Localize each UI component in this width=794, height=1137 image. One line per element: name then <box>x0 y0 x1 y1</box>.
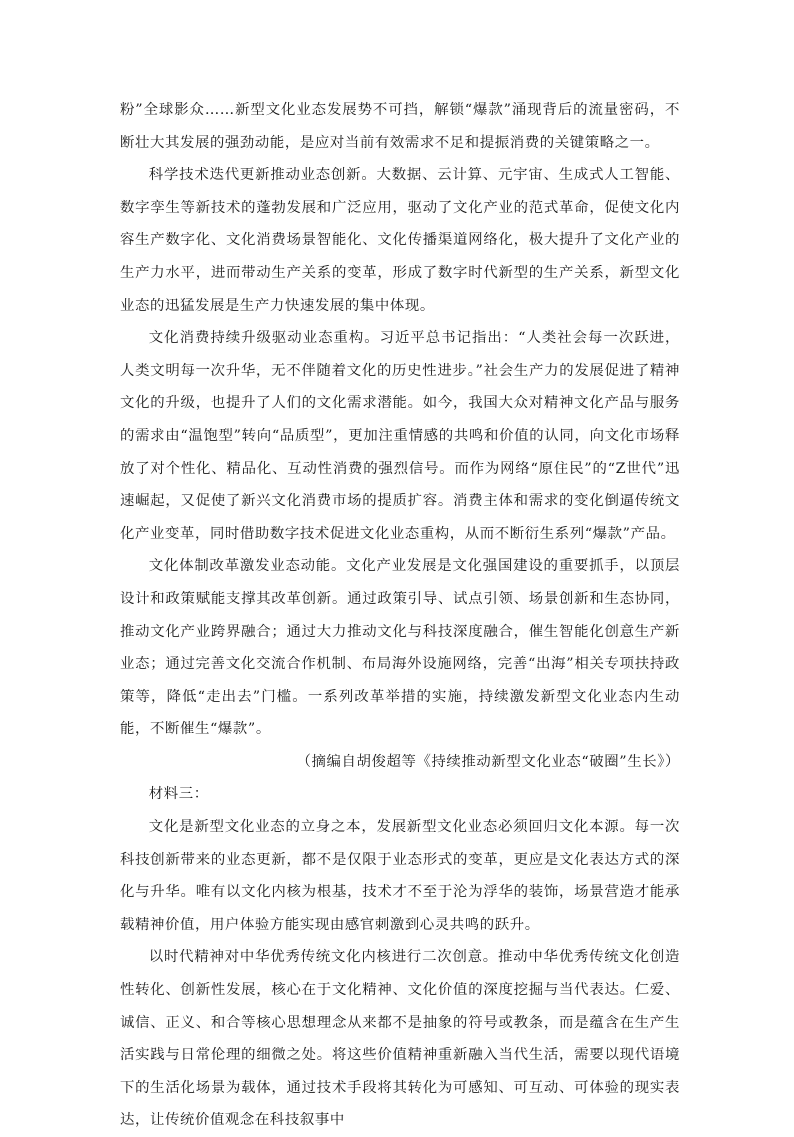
paragraph-consumption: 文化消费持续升级驱动业态重构。习近平总书记指出：“人类社会每一次跃进，人类文明每一次升华，无不伴随着文化的历史性进步。”社会生产力的发展促进了精神文化的升级，也提升了人们的文化需求潜能。如今，我国大众对精神文化产品与服务的需求由“温饱型”转向“品质型”，更加注重情感的共鸣和价值的认同，向文化市场释放了对个性化、精品化、互动性消费的强烈信号。而作为网络“原住民”的“Z世代”迅速崛起，又促使了新兴文化消费市场的提质扩容。消费主体和需求的变化倒逼传统文化产业变革，同时借助数字技术促进文化业态重构，从而不断衍生系列“爆款”产品。 <box>120 330 680 542</box>
paragraph-culture-root: 文化是新型文化业态的立身之本，发展新型文化业态必须回归文化本源。每一次科技创新带来的业态更新，都不是仅限于业态形式的变革，更应是文化表达方式的深化与升华。唯有以文化内核为根基，技术才不至于沦为浮华的装饰，场景营造才能承载精神价值，用户体验方能实现由感官刺激到心灵共鸣的跃升。 <box>120 819 680 933</box>
paragraph-creative-transformation: 以时代精神对中华优秀传统文化内核进行二次创意。推动中华优秀传统文化创造性转化、创新性发展，核心在于文化精神、文化价值的深度挖掘与当代表达。仁爱、诚信、正义、和合等核心思想理念从来都不是抽象的符号或教条，而是蕴含在生产生活实践与日常伦理的细微之处。将这些价值精神重新融入当代生活，需要以现代语境下的生活化场景为载体，通过技术手段将其转化为可感知、可互动、可体验的现实表达，让传统价值观念在科技叙事中 <box>120 949 680 1129</box>
material-three-label: 材料三： <box>148 786 209 803</box>
body-text <box>120 94 680 1137</box>
paragraph-reform: 文化体制改革激发业态动能。文化产业发展是文化强国建设的重要抓手，以顶层设计和政策赋能支撑其改革创新。通过政策引导、试点引领、场景创新和生态协同，推动文化产业跨界融合；通过大力推动文化与科技深度融合，催生智能化创意生产新业态；通过完善文化交流合作机制、布局海外设施网络，完善“出海”相关专项扶持政策等，降低“走出去”门槛。一系列改革举措的实施，持续激发新型文化业态内生动能，不断催生“爆款”。 <box>120 558 680 738</box>
source-citation: （摘编自胡俊超等《持续推动新型文化业态“破圈”生长》） <box>296 753 680 770</box>
paragraph-technology: 科学技术迭代更新推动业态创新。大数据、云计算、元宇宙、生成式人工智能、数字孪生等新技术的蓬勃发展和广泛应用，驱动了文化产业的范式革命，促使文化内容生产数字化、文化消费场景智能化、文化传播渠道网络化，极大提升了文化产业的生产力水平，进而带动生产关系的变革，形成了数字时代新型的生产关系，新型文化业态的迅猛发展是生产力快速发展的集中体现。 <box>120 167 680 314</box>
paragraph-continued: 粉”全球影众……新型文化业态发展势不可挡，解锁“爆款”涌现背后的流量密码，不断壮大其发展的强劲动能，是应对当前有效需求不足和提振消费的关键策略之一。 <box>120 102 680 151</box>
